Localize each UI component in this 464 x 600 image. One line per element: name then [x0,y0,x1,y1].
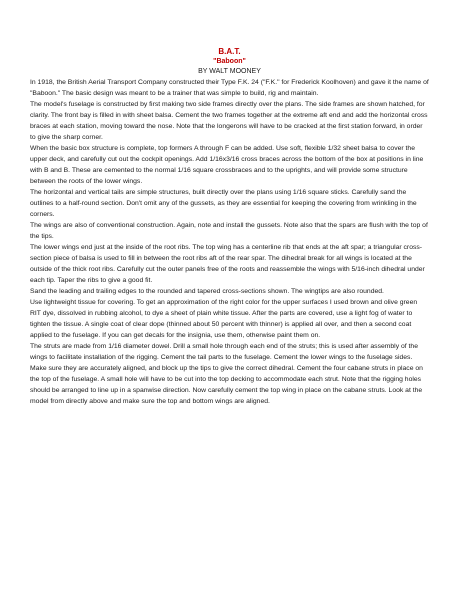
article-body [30,77,429,407]
author-byline: BY WALT MOONEY [198,68,261,75]
paragraph-history: In 1918, the British Aerial Transport Company constructed their Type F.K. 24 ("F.K." for Frederick Koolhoven) and gave it the name of "Baboon." The basic design was meant to be a trainer that was simple to build, rig and maintain. [30,79,429,97]
document-title: B.A.T. [218,47,241,56]
paragraph-covering: Use lightweight tissue for covering. To get an approximation of the right color for the upper surfaces I used brown and olive green RIT dye, dissolved in rubbing alcohol, to dye a sheet of plain white tissue. After the parts are covered, use a light fog of water to tighten the tissue. A single coat of clear dope (thinned about 50 percent with thinner) is applied all over, and then a second coat applied to the fuselage. If you can get decals for the insignia, use them, otherwise paint them on. [30,299,418,339]
paragraph-wings: The wings are also of conventional construction. Again, note and install the gussets. Note also that the spars are flush with the top of the tips. [30,222,428,240]
paragraph-sanding: Sand the leading and trailing edges to the rounded and tapered cross-sections shown. The wingtips are also rounded. [30,288,384,295]
paragraph-fuselage-formers: When the basic box structure is complete, top formers A through F can be added. Use soft, flexible 1/32 sheet balsa to cover the upper deck, and carefully cut out the cockpit openings. Add 1/16x3/16 cross braces across the bottom of the box at positions in line with B and B. These are cemented to the normal 1/16 square crossbraces and to the uprights, and will provide some structure between the roots of the lower wings. [30,145,424,185]
paragraph-fuselage-frames: The model's fuselage is constructed by first making two side frames directly over the plans. The side frames are shown hatched, for clarity. The front bay is filled in with sheet balsa. Cement the two frames together at the extreme aft end and add the horizontal cross braces at each station, moving toward the nose. Note that the longerons will have to be cracked at the first station forward, in order to give the sharp corner. [30,101,428,141]
document-subtitle: "Baboon" [213,58,246,65]
paragraph-tails: The horizontal and vertical tails are simple structures, built directly over the plans using 1/16 square sticks. Carefully sand the outlines to a half-round section. Don't omit any of the gussets, as they are essential for keeping the covering from wrinkling in the corners. [30,189,417,218]
paragraph-struts-assembly: The struts are made from 1/16 diameter dowel. Drill a small hole through each end of the struts; this is used after assembly of the wings to facilitate installation of the rigging. Cement the tail parts to the fuselage. Cement the lower wings to the fuselage sides. Make sure they are accurately aligned, and block up the tips to give the correct dihedral. Cement the four cabane struts in place on the top of the fuselage. A small hole will have to be cut into the top decking to accommodate each strut. Note that the rigging holes should be arranged to line up in a spanwise direction. Now carefully cement the top wing in place on the cabane struts. Look at the model from directly above and make sure the top and bottom wings are aligned. [30,343,423,405]
paragraph-wing-dihedral: The lower wings end just at the inside of the root ribs. The top wing has a centerline rib that ends at the aft spar; a triangular cross-section piece of balsa is used to fill in between the root ribs aft of the rear spar. The dihedral break for all wings is located at the outside of the thick root ribs. Carefully cut the outer panels free of the roots and reassemble the wings with 5/16-inch dihedral under each tip. Taper the ribs to give a good fit. [30,244,425,284]
